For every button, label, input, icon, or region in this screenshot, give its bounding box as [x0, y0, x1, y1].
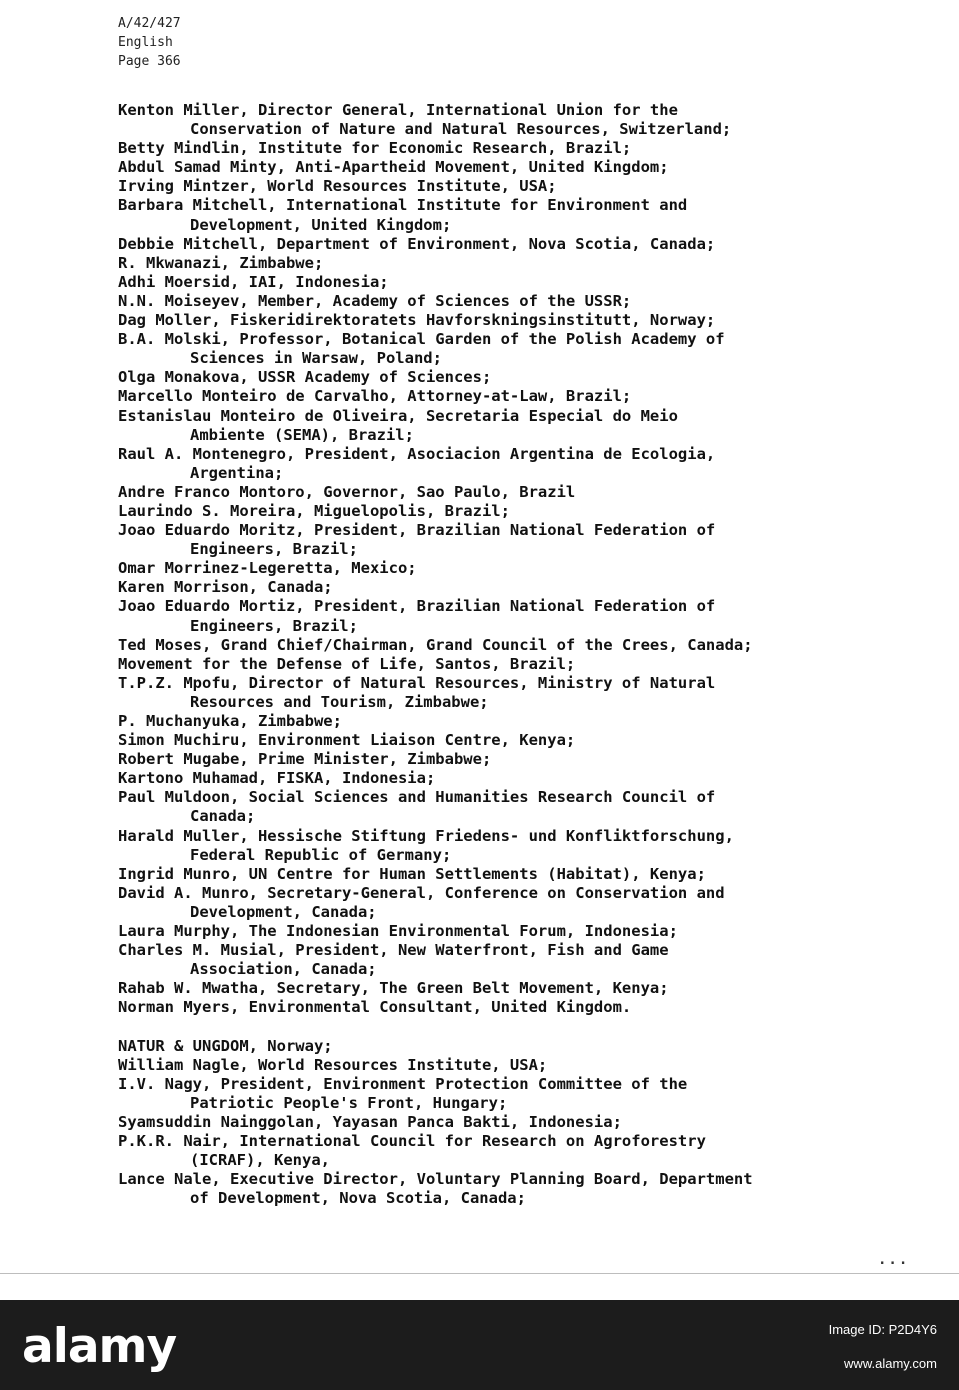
list-entry: [118, 177, 918, 196]
watermark-url: www.alamy.com: [844, 1356, 937, 1371]
entry-line: Simon Muchiru, Environment Liaison Centre, Kenya;: [118, 731, 576, 750]
entry-line: B.A. Molski, Professor, Botanical Garden of the Polish Academy of: [118, 330, 725, 349]
list-entry: [118, 368, 918, 387]
entry-line: Joao Eduardo Moritz, President, Brazilian National Federation of: [118, 521, 716, 540]
entry-continuation: Development, United Kingdom;: [190, 215, 452, 234]
list-entry: [118, 1170, 918, 1208]
document-symbol: A/42/427: [118, 16, 181, 31]
entry-continuation: of Development, Nova Scotia, Canada;: [190, 1189, 526, 1208]
list-entry: [118, 674, 918, 712]
entry-line: Abdul Samad Minty, Anti-Apartheid Movement, United Kingdom;: [118, 158, 669, 177]
entry-line: Lance Nale, Executive Director, Voluntary Planning Board, Department: [118, 1170, 753, 1189]
entry-continuation: Argentina;: [190, 463, 284, 482]
entry-line: Dag Moller, Fiskeridirektoratets Havforskningsinstitutt, Norway;: [118, 311, 716, 330]
participant-list-n: [118, 1037, 918, 1209]
list-entry: [118, 731, 918, 750]
list-entry: [118, 407, 918, 445]
list-entry: [118, 979, 918, 998]
list-entry: [118, 139, 918, 158]
entry-line: Movement for the Defense of Life, Santos, Brazil;: [118, 654, 576, 673]
list-entry: [118, 292, 918, 311]
list-entry: [118, 1056, 918, 1075]
entry-continuation: Conservation of Nature and Natural Resources, Switzerland;: [190, 120, 732, 139]
entry-continuation: (ICRAF), Kenya,: [190, 1151, 330, 1170]
page-number: Page 366: [118, 54, 181, 69]
list-entry: [118, 273, 918, 292]
entry-continuation: Engineers, Brazil;: [190, 540, 358, 559]
list-entry: [118, 235, 918, 254]
list-entry: [118, 1075, 918, 1113]
section-gap: [118, 1018, 918, 1037]
entry-line: Kartono Muhamad, FISKA, Indonesia;: [118, 769, 436, 788]
entry-line: Norman Myers, Environmental Consultant, United Kingdom.: [118, 998, 632, 1017]
list-entry: [118, 502, 918, 521]
entry-line: Olga Monakova, USSR Academy of Sciences;: [118, 368, 492, 387]
entry-continuation: Association, Canada;: [190, 960, 377, 979]
list-entry: [118, 941, 918, 979]
entry-line: I.V. Nagy, President, Environment Protection Committee of the: [118, 1074, 688, 1093]
list-entry: [118, 101, 918, 139]
entry-line: Omar Morrinez-Legeretta, Mexico;: [118, 559, 417, 578]
list-entry: [118, 865, 918, 884]
entry-line: Debbie Mitchell, Department of Environment, Nova Scotia, Canada;: [118, 234, 716, 253]
entry-line: Robert Mugabe, Prime Minister, Zimbabwe;: [118, 750, 492, 769]
list-entry: [118, 1132, 918, 1170]
entry-line: P. Muchanyuka, Zimbabwe;: [118, 712, 342, 730]
list-entry: [118, 922, 918, 941]
entry-line: Ted Moses, Grand Chief/Chairman, Grand Council of the Crees, Canada;: [118, 635, 753, 654]
entry-line: Syamsuddin Nainggolan, Yayasan Panca Bakti, Indonesia;: [118, 1112, 622, 1131]
list-entry: [118, 884, 918, 922]
entry-line: Barbara Mitchell, International Institute for Environment and: [118, 196, 688, 215]
list-entry: [118, 254, 918, 273]
entry-line: Joao Eduardo Mortiz, President, Brazilian National Federation of: [118, 597, 716, 616]
entry-continuation: Engineers, Brazil;: [190, 616, 358, 635]
list-entry: [118, 636, 918, 655]
entry-continuation: Ambiente (SEMA), Brazil;: [190, 425, 414, 444]
entry-line: Ingrid Munro, UN Centre for Human Settlements (Habitat), Kenya;: [118, 864, 706, 883]
list-entry: [118, 655, 918, 674]
entry-line: Raul A. Montenegro, President, Asociacion Argentina de Ecologia,: [118, 444, 716, 463]
entry-line: T.P.Z. Mpofu, Director of Natural Resources, Ministry of Natural: [118, 673, 716, 692]
page-edge-rule: [0, 1273, 959, 1274]
document-header: [118, 14, 181, 71]
participant-list-m: [118, 101, 918, 1018]
entry-line: Marcello Monteiro de Carvalho, Attorney-at-Law, Brazil;: [118, 387, 632, 406]
list-entry: [118, 750, 918, 769]
list-entry: [118, 559, 918, 578]
list-entry: [118, 521, 918, 559]
entry-continuation: Patriotic People's Front, Hungary;: [190, 1093, 508, 1112]
list-entry: [118, 578, 918, 597]
entry-line: Betty Mindlin, Institute for Economic Research, Brazil;: [118, 139, 632, 158]
list-entry: [118, 445, 918, 483]
continuation-mark: ...: [878, 1252, 910, 1268]
image-id: Image ID: P2D4Y6: [828, 1322, 937, 1337]
entry-line: David A. Munro, Secretary-General, Conference on Conservation and: [118, 883, 725, 902]
entry-line: R. Mkwanazi, Zimbabwe;: [118, 253, 324, 272]
entry-line: Kenton Miller, Director General, International Union for the: [118, 101, 678, 119]
entry-line: Estanislau Monteiro de Oliveira, Secretaria Especial do Meio: [118, 406, 678, 425]
list-entry: [118, 387, 918, 406]
entry-line: NATUR & UNGDOM, Norway;: [118, 1036, 333, 1055]
list-entry: [118, 597, 918, 635]
entry-line: Charles M. Musial, President, New Waterfront, Fish and Game: [118, 941, 669, 960]
list-entry: [118, 998, 918, 1017]
list-entry: [118, 483, 918, 502]
list-entry: [118, 311, 918, 330]
entry-line: Irving Mintzer, World Resources Institute, USA;: [118, 177, 557, 196]
entry-line: Laura Murphy, The Indonesian Environmental Forum, Indonesia;: [118, 922, 678, 941]
entry-line: N.N. Moiseyev, Member, Academy of Sciences of the USSR;: [118, 291, 632, 310]
entry-line: P.K.R. Nair, International Council for Research on Agroforestry: [118, 1131, 706, 1150]
list-entry: [118, 196, 918, 234]
list-entry: [118, 1113, 918, 1132]
entry-line: Laurindo S. Moreira, Miguelopolis, Brazil;: [118, 501, 510, 520]
list-entry: [118, 769, 918, 788]
participant-list: [118, 101, 918, 1208]
entry-line: Andre Franco Montoro, Governor, Sao Paulo, Brazil: [118, 482, 576, 501]
entry-continuation: Sciences in Warsaw, Poland;: [190, 349, 442, 368]
entry-continuation: Federal Republic of Germany;: [190, 845, 452, 864]
list-entry: [118, 330, 918, 368]
alamy-logo: alamy: [22, 1319, 177, 1374]
entry-line: Karen Morrison, Canada;: [118, 578, 333, 597]
entry-continuation: Canada;: [190, 807, 256, 826]
list-entry: [118, 1037, 918, 1056]
list-entry: [118, 712, 918, 731]
list-entry: [118, 827, 918, 865]
list-entry: [118, 788, 918, 826]
entry-line: Adhi Moersid, IAI, Indonesia;: [118, 272, 389, 291]
entry-line: Paul Muldoon, Social Sciences and Humanities Research Council of: [118, 788, 716, 807]
entry-line: Harald Muller, Hessische Stiftung Friedens- und Konfliktforschung,: [118, 826, 734, 845]
entry-line: William Nagle, World Resources Institute, USA;: [118, 1055, 548, 1074]
document-language: English: [118, 35, 173, 50]
entry-continuation: Resources and Tourism, Zimbabwe;: [190, 692, 489, 711]
list-entry: [118, 158, 918, 177]
entry-line: Rahab W. Mwatha, Secretary, The Green Belt Movement, Kenya;: [118, 979, 669, 998]
entry-continuation: Development, Canada;: [190, 902, 377, 921]
